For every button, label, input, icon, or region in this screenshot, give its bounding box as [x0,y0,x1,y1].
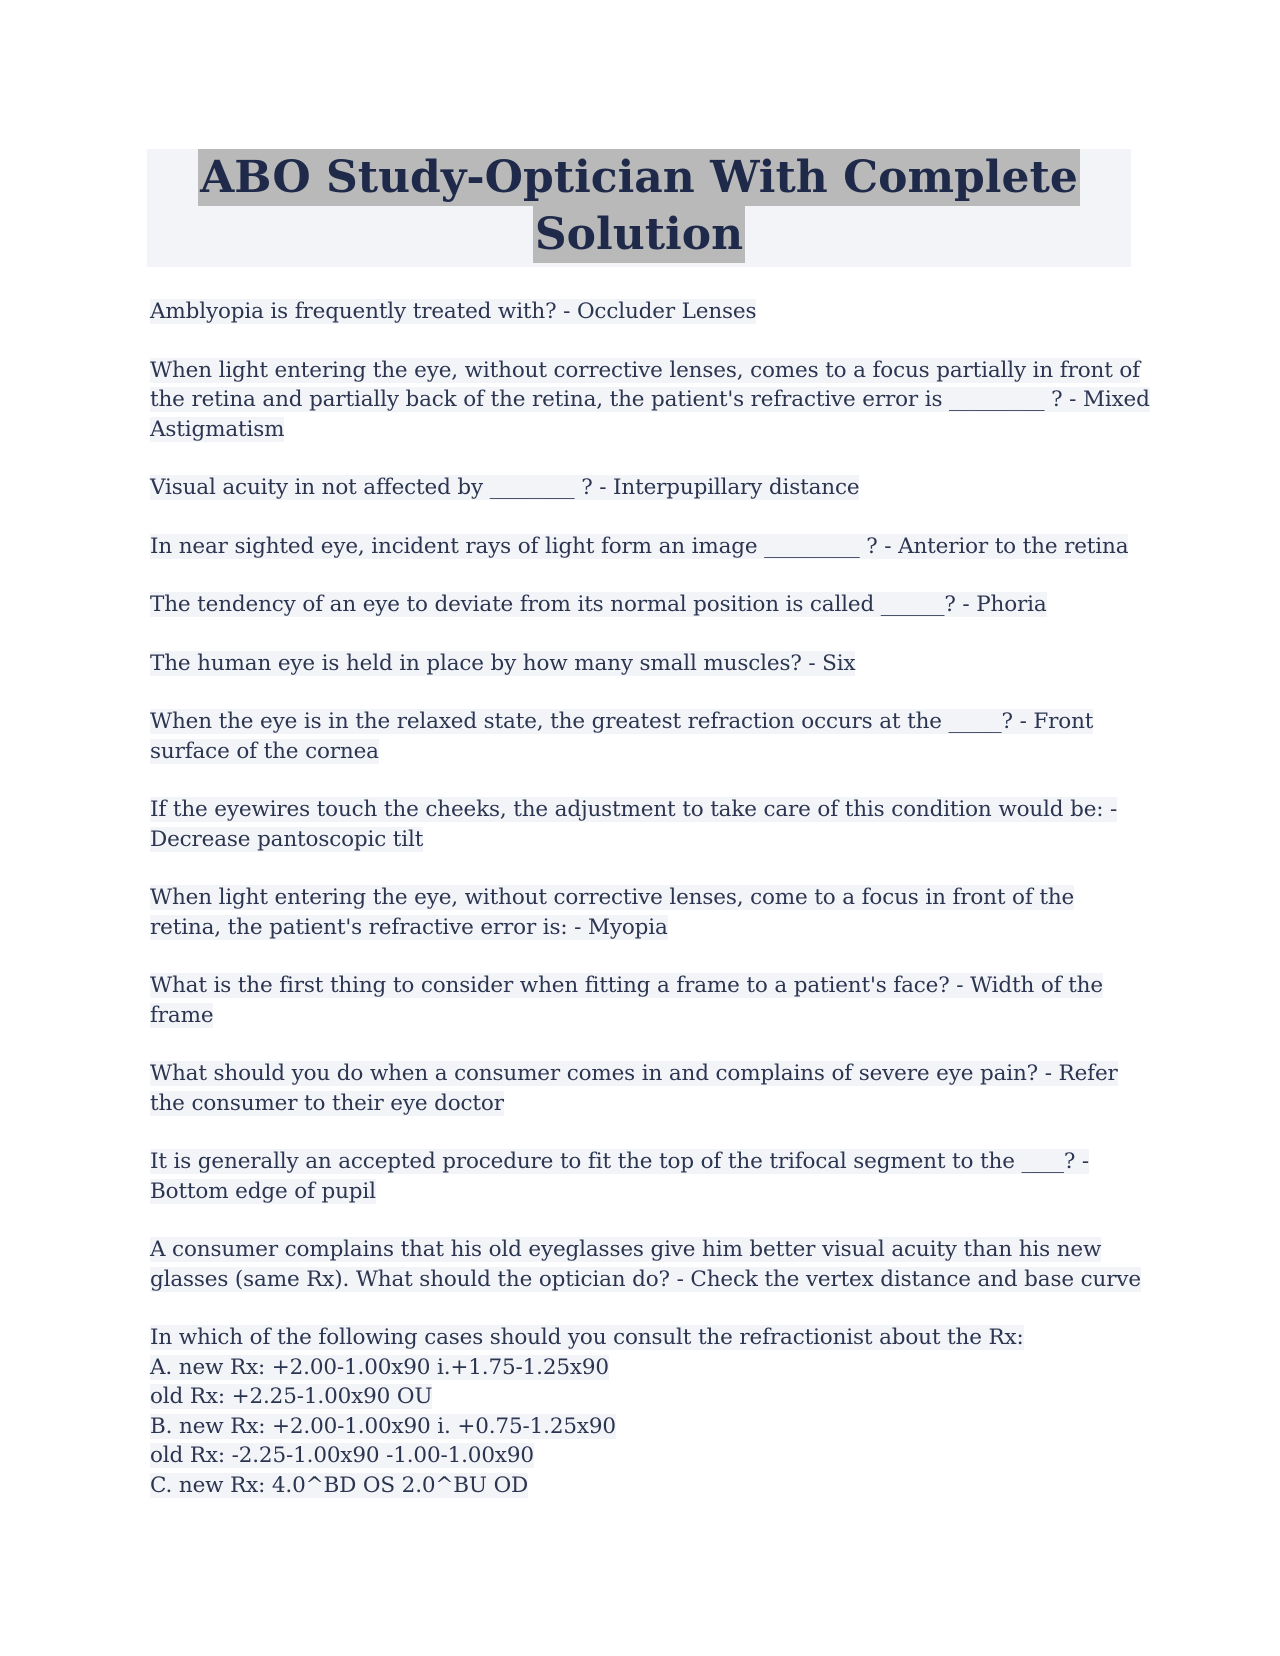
qa-line-text: old Rx: +2.25-1.00x90 OU [150,1384,433,1409]
qa-item [150,1323,1140,1500]
qa-line [150,1089,1140,1119]
qa-line-text: frame [150,1002,214,1028]
qa-line [150,385,1150,415]
qa-line-text: When the eye is in the relaxed state, the greatest refraction occurs at the _____? - Front [150,709,1094,734]
qa-item [150,883,1140,942]
qa-line-text: C. new Rx: 4.0^BD OS 2.0^BU OD [150,1472,529,1498]
qa-line [150,1059,1140,1089]
document-title [147,149,1131,267]
qa-line-text: The tendency of an eye to deviate from its normal position is called ______? - Phoria [150,592,1047,617]
qa-list [150,297,1150,1529]
qa-line-text: In near sighted eye, incident rays of light form an image _________ ? - Anterior to the retina [150,533,1129,559]
qa-line [150,795,1140,825]
qa-line-text: the retina and partially back of the retina, the patient's refractive error is _________ ? - Mixed [150,387,1150,412]
qa-line-text: In which of the following cases should you consult the refractionist about the Rx: [150,1325,1024,1350]
qa-item [150,473,1140,503]
qa-item [150,590,1140,620]
qa-line-text: A consumer complains that his old eyeglasses give him better visual acuity than his new [150,1237,1102,1262]
qa-line-text: When light entering the eye, without corrective lenses, come to a focus in front of the [150,885,1075,910]
qa-line [150,737,1140,767]
qa-line-text: surface of the cornea [150,738,379,764]
qa-line-text: Astigmatism [150,416,285,442]
qa-line [150,473,1140,503]
qa-line-text: If the eyewires touch the cheeks, the adjustment to take care of this condition would be: - [150,797,1118,822]
qa-line [150,1353,1140,1383]
qa-line-text: retina, the patient's refractive error is: - Myopia [150,914,668,940]
qa-line [150,1235,1140,1265]
qa-line [150,707,1140,737]
qa-line-text: B. new Rx: +2.00-1.00x90 i. +0.75-1.25x90 [150,1413,616,1439]
qa-item [150,649,1140,679]
qa-item [150,795,1140,854]
qa-line [150,1471,1140,1501]
qa-line-text: the consumer to their eye doctor [150,1090,504,1116]
qa-line [150,415,1140,445]
qa-line-text: Bottom edge of pupil [150,1178,376,1204]
qa-line-text: Visual acuity in not affected by ________ ? - Interpupillary distance [150,475,860,500]
qa-line [150,1265,1140,1295]
qa-line [150,649,1140,679]
qa-line [150,356,1140,386]
qa-line-text: What should you do when a consumer comes in and complains of severe eye pain? - Refer [150,1061,1118,1086]
qa-item [150,356,1150,445]
qa-line [150,1147,1140,1177]
qa-line [150,590,1140,620]
qa-item [150,297,1140,327]
qa-line-text: A. new Rx: +2.00-1.00x90 i.+1.75-1.25x90 [150,1354,609,1380]
qa-item [150,1235,1140,1294]
qa-line [150,913,1140,943]
qa-item [150,532,1140,562]
qa-line [150,532,1140,562]
qa-line [150,1323,1140,1353]
qa-line-text: glasses (same Rx). What should the optician do? - Check the vertex distance and base curve [150,1266,1141,1292]
qa-line [150,825,1140,855]
qa-line [150,1441,1140,1471]
qa-line-text: Decrease pantoscopic tilt [150,826,424,852]
qa-line [150,971,1140,1001]
qa-item [150,1059,1140,1118]
title-line: Solution [533,206,745,263]
qa-item [150,1147,1140,1206]
qa-line-text: It is generally an accepted procedure to fit the top of the trifocal segment to the ____? - [150,1149,1090,1174]
qa-line-text: old Rx: -2.25-1.00x90 -1.00-1.00x90 [150,1443,534,1468]
title-line: ABO Study-Optician With Complete [198,149,1080,206]
qa-item [150,971,1140,1030]
qa-line [150,883,1140,913]
qa-line-text: When light entering the eye, without corrective lenses, comes to a focus partially in front of [150,357,1140,383]
qa-line-text: What is the first thing to consider when fitting a frame to a patient's face? - Width of the [150,973,1103,998]
qa-line-text: The human eye is held in place by how many small muscles? - Six [150,650,856,676]
qa-line [150,1382,1140,1412]
qa-line [150,297,1140,327]
qa-item [150,707,1140,766]
qa-line [150,1001,1140,1031]
qa-line-text: Amblyopia is frequently treated with? - Occluder Lenses [150,299,757,324]
qa-line [150,1177,1140,1207]
qa-line [150,1412,1140,1442]
